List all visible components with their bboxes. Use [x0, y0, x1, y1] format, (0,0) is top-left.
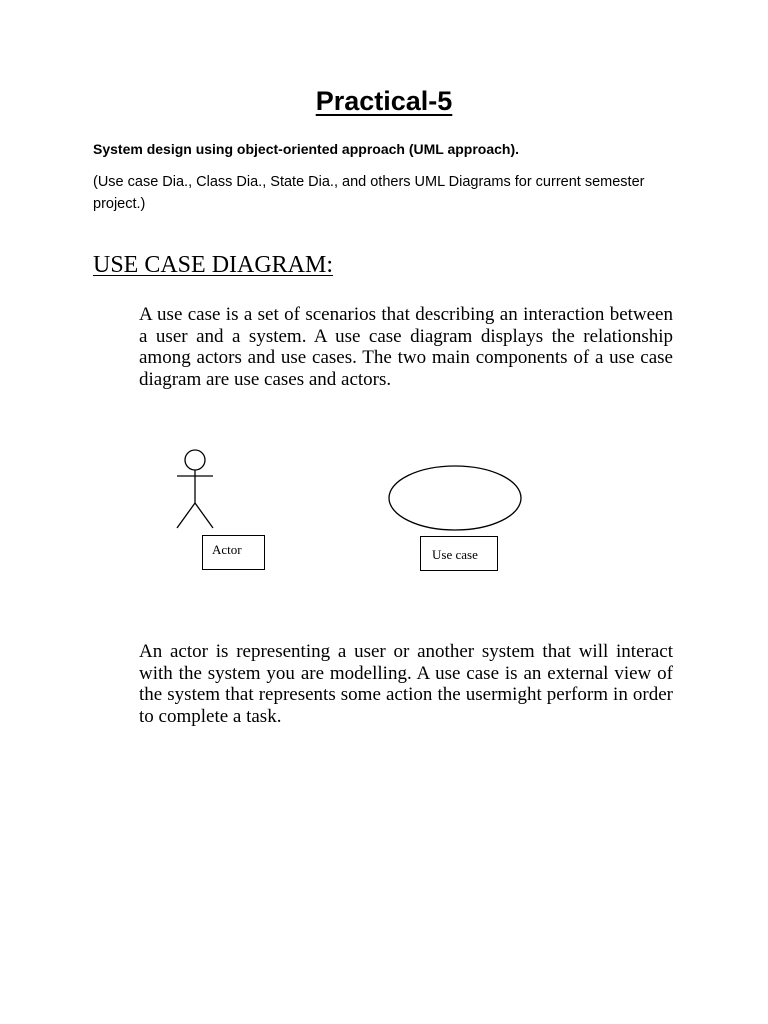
- intro-paragraph: A use case is a set of scenarios that describing an interaction between a user and a system. A use case diagram displays the relationship among actors and use cases. The two main components of a use case diagram are use cases and actors.: [139, 304, 673, 390]
- actor-right-leg: [195, 503, 213, 528]
- use-case-label: Use case: [432, 547, 478, 562]
- actor-paragraph: An actor is representing a user or another system that will interact with the system you are modelling. A use case is an external view of the system that represents some action the usermight perform in order to complete a task.: [139, 641, 673, 727]
- actor-left-leg: [177, 503, 195, 528]
- actor-head: [185, 450, 205, 470]
- actor-stick-figure-icon: [177, 450, 213, 528]
- section-heading: USE CASE DIAGRAM:: [93, 252, 334, 278]
- page-title: Practical-5: [315, 86, 453, 116]
- scope-note: (Use case Dia., Class Dia., State Dia., and others UML Diagrams for current semester project.): [93, 174, 645, 212]
- actor-label: Actor: [212, 542, 242, 557]
- use-case-ellipse-icon: [389, 466, 521, 530]
- actor-label-box: [202, 535, 265, 570]
- use-case-label-box: [420, 536, 498, 571]
- subtitle: System design using object-oriented approach (UML approach).: [93, 141, 520, 157]
